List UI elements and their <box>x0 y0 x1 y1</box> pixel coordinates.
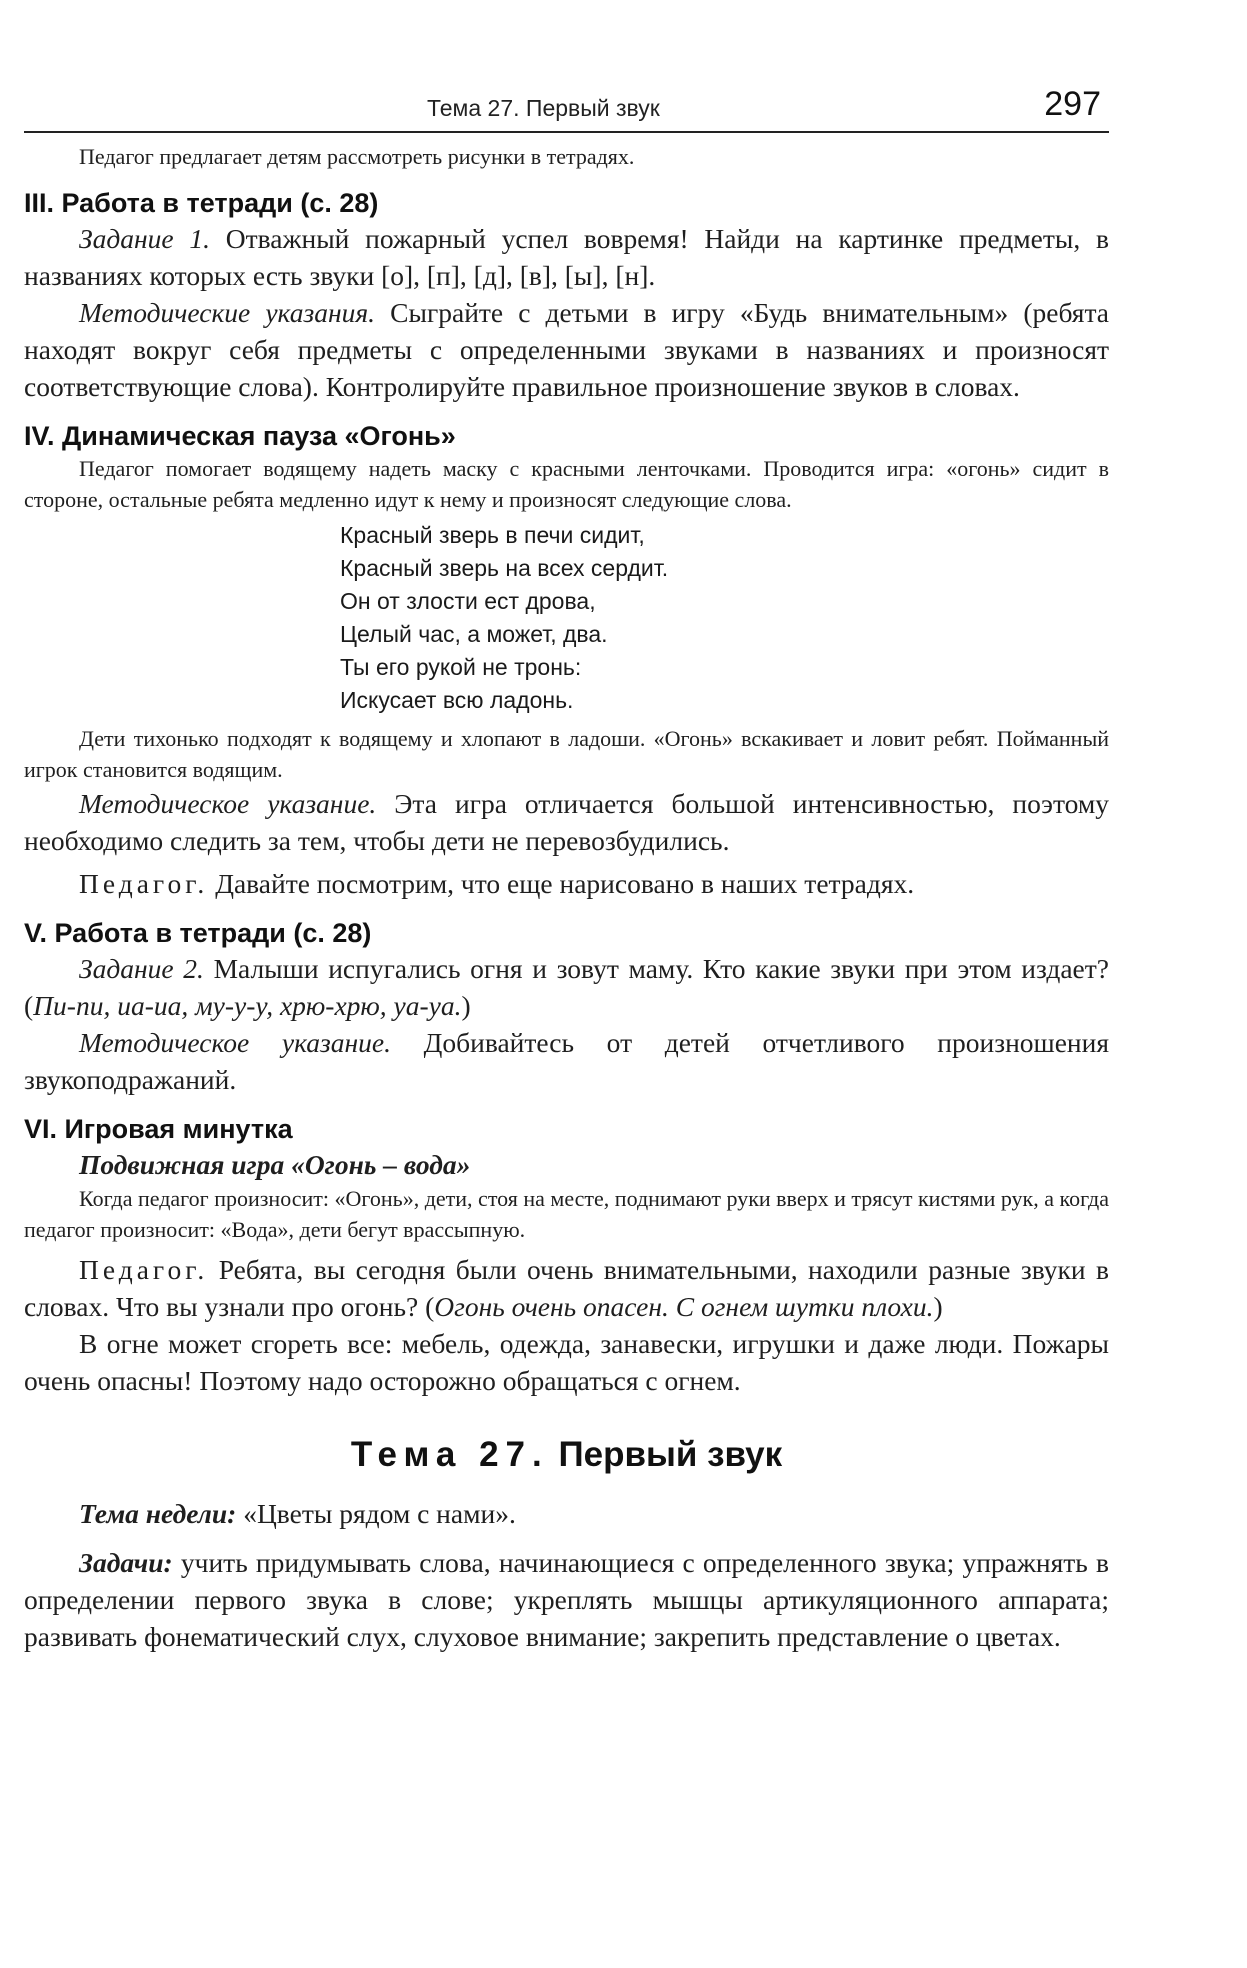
page-number: 297 <box>1044 85 1101 123</box>
section-5-task <box>24 950 1109 1024</box>
topic-title-prefix: Тема 27. <box>350 1435 549 1474</box>
task-label: Задание 1. <box>79 223 211 254</box>
task-text: Малыши испугались огня и зовут маму. Кто какие звуки при этом издает? ( <box>24 953 1109 1021</box>
running-header <box>24 85 1109 133</box>
section-3-task <box>24 220 1109 294</box>
method-text: Эта игра отличается большой интенсивностью, поэтому необходимо следить за тем, чтобы дети не перевозбудились. <box>24 788 1109 856</box>
poem-line: Искусает всю ладонь. <box>340 687 574 713</box>
poem-line: Целый час, а может, два. <box>340 621 608 647</box>
method-label: Методическое указание. <box>79 788 377 819</box>
speech-text: Ребята, вы сегодня были очень внимательными, находили разные звуки в словах. Что вы узнали про огонь? ( <box>24 1254 1110 1322</box>
section-5-method <box>24 1024 1109 1098</box>
topic-tasks <box>24 1544 1109 1655</box>
section-3-method <box>24 294 1109 405</box>
poem-line: Ты его рукой не тронь: <box>340 654 582 680</box>
task-italic-text: Пи-пи, иа-иа, му-у-у, хрю-хрю, уа-уа. <box>33 990 462 1021</box>
method-label: Методические указания. <box>79 297 376 328</box>
topic-week <box>24 1495 1109 1532</box>
section-4-method <box>24 785 1109 859</box>
section-6-rules: Когда педагог произносит: «Огонь», дети, стоя на месте, поднимают руки вверх и трясут кистями рук, а когда педагог произносит: «Вода», дети бегут врассыпную. <box>24 1186 1109 1242</box>
speech-text: Давайте посмотрим, что еще нарисовано в наших тетрадях. <box>215 868 915 899</box>
topic-title-rest: Первый звук <box>558 1435 783 1474</box>
section-6-subheading <box>24 1146 1109 1183</box>
section-4-after: Дети тихонько подходят к водящему и хлопают в ладоши. «Огонь» вскакивает и ловит ребят. Пойманный игрок становится водящим. <box>24 726 1109 782</box>
section-5-heading: V. Работа в тетради (с. 28) <box>24 918 372 948</box>
section-4-dialogue <box>24 865 1109 902</box>
tasks-text: учить придумывать слова, начинающиеся с определенного звука; упражнять в определении первого звука в слове; укреплять мышцы артикуляционного аппарата; развивать фонематический слух, слуховое внимание; закрепить представление о цветах. <box>24 1547 1110 1652</box>
tasks-label: Задачи: <box>79 1547 173 1578</box>
intro-paragraph: Педагог предлагает детям рассмотреть рисунки в тетрадях. <box>79 144 635 169</box>
speaker-label: Педагог. <box>79 868 209 899</box>
speech-close: ) <box>933 1291 943 1322</box>
week-label: Тема недели: <box>79 1498 237 1529</box>
week-text: «Цветы рядом с нами». <box>243 1498 516 1529</box>
book-page <box>24 85 1109 1655</box>
section-4-heading: IV. Динамическая пауза «Огонь» <box>24 421 456 451</box>
section-4-intro: Педагог помогает водящему надеть маску с красными ленточками. Проводится игра: «огонь» сидит в стороне, остальные ребята медленно идут к нему и произносят следующие слова. <box>24 456 1109 512</box>
poem-line: Он от злости ест дрова, <box>340 588 596 614</box>
running-title: Тема 27. Первый звук <box>427 95 660 121</box>
method-text: Добивайтесь от детей отчетливого произношения звукоподражаний. <box>24 1027 1110 1095</box>
task-label: Задание 2. <box>79 953 204 984</box>
method-text: Сыграйте с детьми в игру «Будь внимательным» (ребята находят вокруг себя предметы с определенными звуками в названиях и произносят соответствующие слова). Контролируйте правильное произношение звуков в словах. <box>24 297 1110 402</box>
section-6-dialogue <box>24 1251 1109 1325</box>
task-close: ) <box>461 990 471 1021</box>
poem-line: Красный зверь в печи сидит, <box>340 522 645 548</box>
game-title: Подвижная игра «Огонь – вода» <box>79 1149 471 1180</box>
task-text: Отважный пожарный успел вовремя! Найди на картинке предметы, в названиях которых есть звуки [о], [п], [д], [в], [ы], [н]. <box>24 223 1109 291</box>
topic-title <box>24 1435 1109 1475</box>
section-6-heading: VI. Игровая минутка <box>24 1114 293 1144</box>
poem <box>340 519 1109 717</box>
speaker-label: Педагог. <box>79 1254 209 1285</box>
speech-italic-text: Огонь очень опасен. С огнем шутки плохи. <box>434 1291 934 1322</box>
poem-line: Красный зверь на всех сердит. <box>340 555 669 581</box>
section-6-closing: В огне может сгореть все: мебель, одежда, занавески, игрушки и даже люди. Пожары очень опасны! Поэтому надо осторожно обращаться с огнем. <box>24 1328 1109 1396</box>
section-3-heading: III. Работа в тетради (с. 28) <box>24 188 379 218</box>
method-label: Методическое указание. <box>79 1027 391 1058</box>
